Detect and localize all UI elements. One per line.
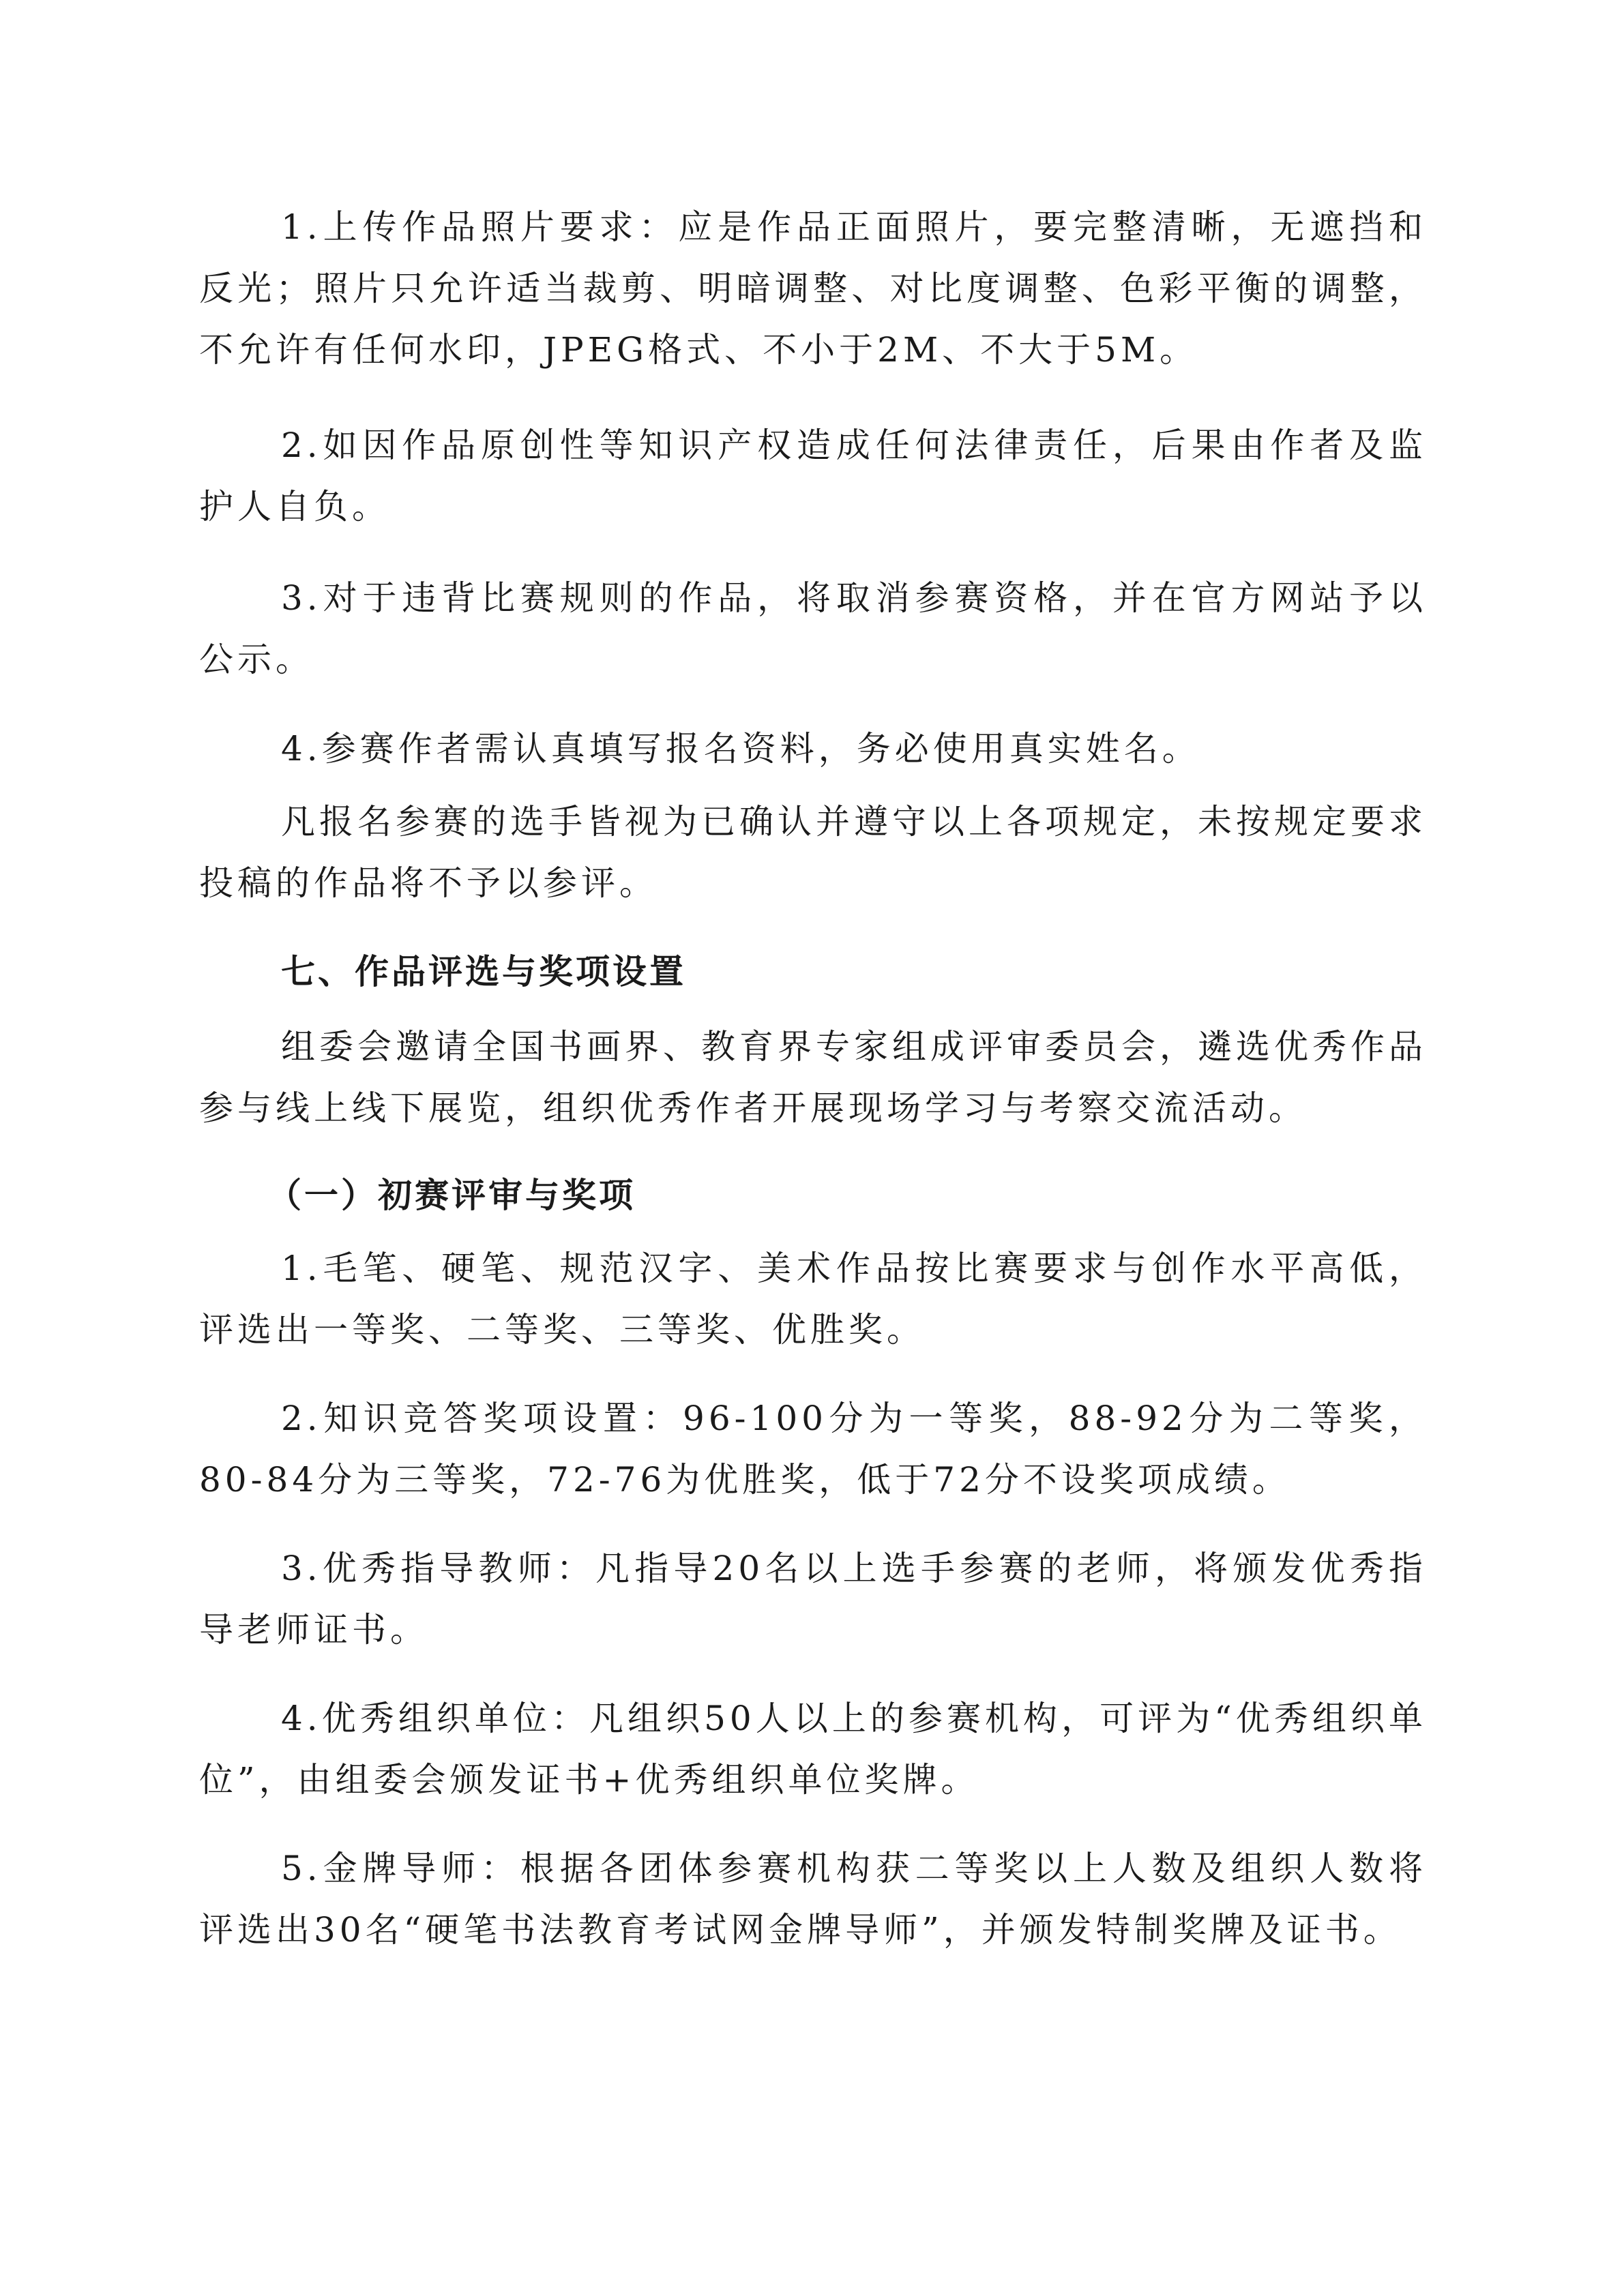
paragraph-agreement: 凡报名参赛的选手皆视为已确认并遵守以上各项规定，未按规定要求投稿的作品将不予以参评。 [199,802,1427,903]
paragraph-quiz-awards: 2.知识竞答奖项设置：96-100分为一等奖，88-92分为二等奖，80-84分为三等奖，72-76为优胜奖，低于72分不设奖项成绩。 [199,1399,1427,1500]
section-heading-judging-awards: 七、作品评选与奖项设置 [281,951,686,992]
subsection-heading-preliminary: （一）初赛评审与奖项 [267,1175,636,1215]
paragraph-photo-requirements: 1.上传作品照片要求：应是作品正面照片，要完整清晰，无遮挡和反光；照片只允许适当裁剪、明暗调整、对比度调整、色彩平衡的调整，不允许有任何水印，JPEG格式、不小于2M、不大于5M。 [199,207,1427,370]
paragraph-gold-mentor: 5.金牌导师：根据各团体参赛机构获二等奖以上人数及组织人数将评选出30名“硬笔书法教育考试网金牌导师”，并颁发特制奖牌及证书。 [199,1849,1427,1950]
paragraph-rule-violation: 3.对于违背比赛规则的作品，将取消参赛资格，并在官方网站予以公示。 [199,578,1427,679]
paragraph-excellent-teacher: 3.优秀指导教师：凡指导20名以上选手参赛的老师，将颁发优秀指导老师证书。 [199,1549,1427,1650]
paragraph-excellent-organization: 4.优秀组织单位：凡组织50人以上的参赛机构，可评为“优秀组织单位”，由组委会颁发证书+优秀组织单位奖牌。 [199,1699,1427,1800]
paragraph-legal-responsibility: 2.如因作品原创性等知识产权造成任何法律责任，后果由作者及监护人自负。 [199,426,1427,526]
paragraph-real-name: 4.参赛作者需认真填写报名资料，务必使用真实姓名。 [281,729,1200,769]
paragraph-award-levels: 1.毛笔、硬笔、规范汉字、美术作品按比赛要求与创作水平高低，评选出一等奖、二等奖、三等奖、优胜奖。 [199,1249,1427,1350]
paragraph-judging-committee: 组委会邀请全国书画界、教育界专家组成评审委员会，遴选优秀作品参与线上线下展览，组织优秀作者开展现场学习与考察交流活动。 [199,1027,1427,1128]
